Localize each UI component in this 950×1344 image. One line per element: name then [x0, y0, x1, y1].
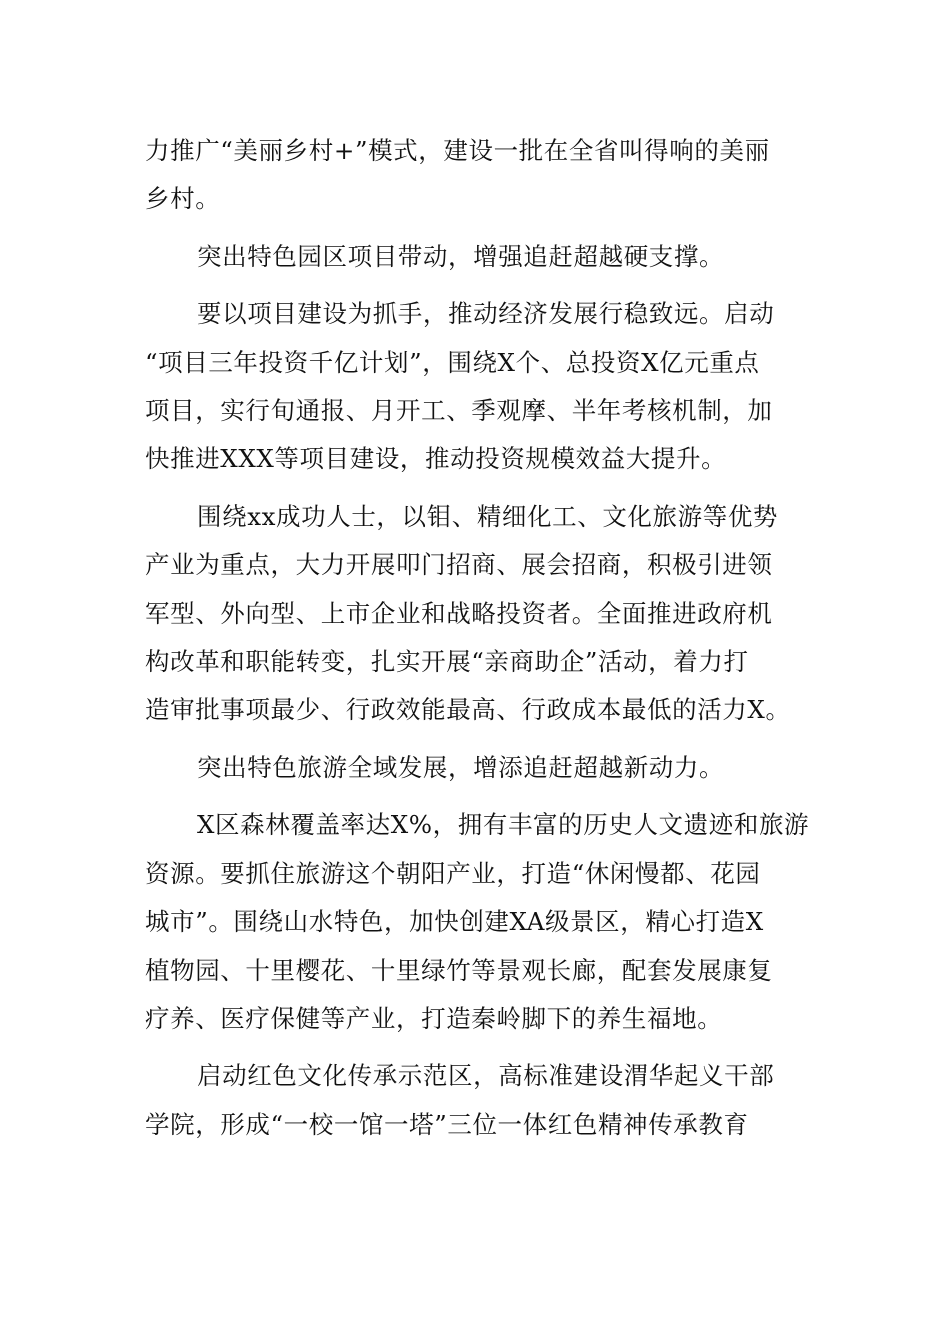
paragraph-line: 启动红色文化传承示范区，高标准建设渭华起义干部: [197, 1061, 775, 1091]
paragraph-line: 围绕xx成功人士，以钼、精细化工、文化旅游等优势: [197, 501, 779, 531]
paragraph-line: 乡村。: [145, 184, 221, 214]
section-heading: 突出特色园区项目带动，增强追赶超越硬支撑。: [197, 241, 725, 271]
body-text: [145, 127, 810, 1149]
paragraph-line: 资源。要抓住旅游这个朝阳产业，打造“休闲慢都、花园: [145, 858, 761, 888]
paragraph-line: 构改革和职能转变，扎实开展“亲商助企”活动，着力打: [145, 647, 749, 677]
paragraph-line: 学院，形成“一校一馆一塔”三位一体红色精神传承教育: [145, 1109, 749, 1139]
paragraph-line: 疗养、医疗保健等产业，打造秦岭脚下的养生福地。: [145, 1003, 723, 1033]
paragraph-line: 造审批事项最少、行政效能最高、行政成本最低的活力X。: [145, 695, 791, 725]
paragraph-line: 快推进XXX等项目建设，推动投资规模效益大提升。: [145, 444, 727, 474]
paragraph-line: X区森林覆盖率达X%，拥有丰富的历史人文遗迹和旅游: [197, 810, 810, 840]
paragraph-line: 城市”。围绕山水特色，加快创建XA级景区，精心打造X: [145, 907, 764, 937]
paragraph-line: 项目，实行旬通报、月开工、季观摩、半年考核机制，加: [145, 396, 773, 426]
paragraph-line: 要以项目建设为抓手，推动经济发展行稳致远。启动: [197, 299, 775, 329]
paragraph-line: 产业为重点，大力开展叩门招商、展会招商，积极引进领: [145, 550, 773, 580]
section-heading: 突出特色旅游全域发展，增添追赶超越新动力。: [197, 752, 725, 782]
paragraph-line: 军型、外向型、上市企业和战略投资者。全面推进政府机: [145, 598, 773, 628]
paragraph-line: “项目三年投资千亿计划”，围绕X个、总投资X亿元重点: [145, 347, 760, 377]
paragraph-line: 力推广“美丽乡村+”模式，建设一批在全省叫得响的美丽: [145, 136, 770, 165]
paragraph-line: 植物园、十里樱花、十里绿竹等景观长廊，配套发展康复: [145, 955, 773, 985]
